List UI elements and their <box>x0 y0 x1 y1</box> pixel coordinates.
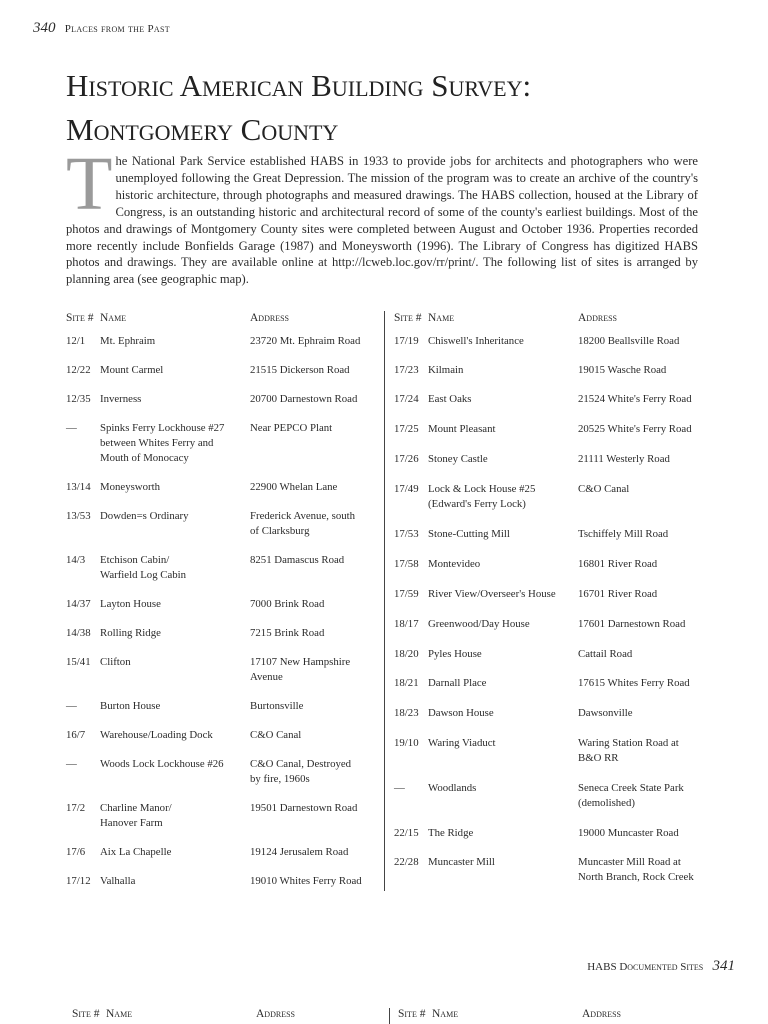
site-number: 16/7 <box>66 729 86 741</box>
table-row <box>66 334 376 349</box>
intro-paragraph <box>66 142 698 288</box>
site-name: Mount Pleasant <box>428 423 496 435</box>
site-address: 18200 Beallsville Road <box>578 335 680 347</box>
site-number: 17/49 <box>394 483 419 495</box>
table-row <box>394 452 714 467</box>
footer-running-head <box>587 958 735 975</box>
site-number: 22/15 <box>394 827 419 839</box>
site-address: Near PEPCO Plant <box>250 422 333 434</box>
site-name: Greenwood/Day House <box>428 618 530 630</box>
site-name: Dawson House <box>428 707 494 719</box>
site-name: Waring Viaduct <box>428 737 496 749</box>
next-page-table-header <box>72 1008 382 1020</box>
running-title: Places from the Past <box>64 23 170 35</box>
site-name: Layton House <box>100 598 161 610</box>
table-row <box>66 480 376 495</box>
table-row <box>66 699 376 714</box>
site-name: Woods Lock Lockhouse #26 <box>100 758 224 770</box>
site-name: Spinks Ferry Lockhouse #27 between Whites Ferry and Mouth of Monocacy <box>100 422 225 464</box>
drop-cap: T <box>66 142 113 226</box>
site-address: 19501 Darnestown Road <box>250 802 358 814</box>
site-address: 8251 Damascus Road <box>250 554 345 566</box>
table-row <box>394 617 714 632</box>
site-number: 14/37 <box>66 598 91 610</box>
table-row <box>66 874 376 889</box>
site-address: 16701 River Road <box>578 588 658 600</box>
page-title-line-2: Montgomery County <box>66 112 339 147</box>
table-row <box>394 557 714 572</box>
table-row <box>66 421 376 466</box>
site-name: River View/Overseer's House <box>428 588 556 600</box>
site-address: Waring Station Road at B&O RR <box>578 737 679 764</box>
site-number: — <box>66 422 77 434</box>
site-name: Stone-Cutting Mill <box>428 528 510 540</box>
header-site: Site # <box>72 1008 100 1020</box>
site-number: 14/38 <box>66 627 91 639</box>
site-name: Valhalla <box>100 875 136 887</box>
site-address: Muncaster Mill Road at North Branch, Rock Creek <box>578 856 694 883</box>
site-name: Mt. Ephraim <box>100 335 156 347</box>
table-row <box>394 826 714 841</box>
site-number: 17/26 <box>394 453 419 465</box>
site-name: Montevideo <box>428 558 481 570</box>
site-address: Seneca Creek State Park (demolished) <box>578 782 684 809</box>
sites-table-right <box>394 312 714 899</box>
header-name: Name <box>100 312 127 324</box>
header-name: Name <box>106 1008 133 1020</box>
table-row <box>66 597 376 612</box>
site-address: 20525 White's Ferry Road <box>578 423 692 435</box>
page-number: 340 <box>33 20 56 36</box>
site-name: Moneysworth <box>100 481 160 493</box>
table-row <box>394 676 714 691</box>
site-number: 15/41 <box>66 656 91 668</box>
site-number: 17/25 <box>394 423 419 435</box>
table-row <box>394 422 714 437</box>
site-name: Dowden=s Ordinary <box>100 510 189 522</box>
table-row <box>66 363 376 378</box>
site-number: 17/23 <box>394 364 419 376</box>
column-divider <box>389 1008 390 1024</box>
column-divider <box>384 311 385 891</box>
site-address: 19010 Whites Ferry Road <box>250 875 362 887</box>
table-row <box>66 801 376 831</box>
table-header <box>66 312 376 334</box>
table-header <box>394 312 714 334</box>
table-row <box>66 845 376 860</box>
site-name: Woodlands <box>428 782 477 794</box>
table-row <box>66 728 376 743</box>
table-row <box>394 482 714 512</box>
site-name: Muncaster Mill <box>428 856 495 868</box>
site-number: 17/6 <box>66 846 86 858</box>
table-row <box>66 757 376 787</box>
table-row <box>66 509 376 539</box>
site-name: Inverness <box>100 393 142 405</box>
site-number: 17/12 <box>66 875 91 887</box>
site-address: 19015 Wasche Road <box>578 364 667 376</box>
site-address: 19124 Jerusalem Road <box>250 846 349 858</box>
site-address: Tschiffely Mill Road <box>578 528 669 540</box>
header-name: Name <box>432 1008 459 1020</box>
site-number: 13/53 <box>66 510 91 522</box>
table-row <box>66 392 376 407</box>
footer-page-number: 341 <box>712 958 735 974</box>
site-address: Dawsonville <box>578 707 633 719</box>
site-number: — <box>66 758 77 770</box>
table-row <box>394 587 714 602</box>
intro-text: he National Park Service established HABS in 1933 to provide jobs for architects and photographers who were unemployed following the Great Depression. The mission of the program was to create an archive of the country's historic architecture, through photographs and measured drawings. The HABS collection, housed at the Library of Congress, is an outstanding historic and architectural record of some of the county's earliest buildings. Most of the photos and drawings of Montgomery County sites were completed between August and October 1936. Properties recorded more recently include Bonfields Garage (1987) and Moneysworth (1996). The Library of Congress has digitized HABS photos and drawings. They are available online at http://lcweb.loc.gov/rr/print/. The following list of sites is arranged by planning area (see geographic map). <box>66 154 698 287</box>
site-name: Aix La Chapelle <box>100 846 172 858</box>
site-name: Chiswell's Inheritance <box>428 335 524 347</box>
site-name: Mount Carmel <box>100 364 164 376</box>
table-row <box>66 626 376 641</box>
site-address: C&O Canal, Destroyed by fire, 1960s <box>250 758 352 785</box>
table-row <box>394 392 714 407</box>
site-address: 17615 Whites Ferry Road <box>578 677 690 689</box>
site-address: 17107 New Hampshire Avenue <box>250 656 351 683</box>
table-row <box>394 781 714 811</box>
site-name: Lock & Lock House #25 (Edward's Ferry Lock) <box>428 483 536 510</box>
site-number: 18/23 <box>394 707 419 719</box>
site-name: Rolling Ridge <box>100 627 161 639</box>
site-number: 18/21 <box>394 677 419 689</box>
table-row <box>394 706 714 721</box>
site-address: 20700 Darnestown Road <box>250 393 358 405</box>
site-name: Warehouse/Loading Dock <box>100 729 213 741</box>
site-address: Frederick Avenue, south of Clarksburg <box>250 510 356 537</box>
site-number: 17/58 <box>394 558 419 570</box>
sites-table-left <box>66 312 376 903</box>
footer-running-title: HABS Documented Sites <box>587 961 704 973</box>
site-number: 12/35 <box>66 393 91 405</box>
header-site: Site # <box>398 1008 426 1020</box>
header-address: Address <box>582 1008 621 1020</box>
site-number: — <box>66 700 77 712</box>
site-name: Burton House <box>100 700 161 712</box>
site-address: 23720 Mt. Ephraim Road <box>250 335 361 347</box>
site-number: 12/1 <box>66 335 86 347</box>
table-row <box>394 647 714 662</box>
header-address: Address <box>256 1008 295 1020</box>
site-number: 17/59 <box>394 588 419 600</box>
site-name: Stoney Castle <box>428 453 488 465</box>
site-address: Burtonsville <box>250 700 304 712</box>
table-row <box>394 334 714 349</box>
site-name: The Ridge <box>428 827 474 839</box>
site-name: Darnall Place <box>428 677 487 689</box>
table-row <box>66 553 376 583</box>
site-number: 17/24 <box>394 393 419 405</box>
site-name: Clifton <box>100 656 131 668</box>
page-title <box>66 64 726 152</box>
site-number: — <box>394 782 405 794</box>
site-number: 18/20 <box>394 648 419 660</box>
table-row <box>394 855 714 885</box>
site-name: Etchison Cabin/ Warfield Log Cabin <box>100 554 187 581</box>
site-number: 13/14 <box>66 481 91 493</box>
site-address: C&O Canal <box>250 729 302 741</box>
page-title-line-1: Historic American Building Survey: <box>66 68 532 103</box>
header-address: Address <box>250 312 289 324</box>
header-site: Site # <box>394 312 422 324</box>
header-address: Address <box>578 312 617 324</box>
site-address: 17601 Darnestown Road <box>578 618 686 630</box>
site-number: 22/28 <box>394 856 419 868</box>
site-number: 17/53 <box>394 528 419 540</box>
site-address: 21111 Westerly Road <box>578 453 670 465</box>
running-head <box>33 20 170 37</box>
table-row <box>394 736 714 766</box>
site-name: Pyles House <box>428 648 482 660</box>
site-address: 21524 White's Ferry Road <box>578 393 692 405</box>
site-number: 18/17 <box>394 618 419 630</box>
site-address: 7215 Brink Road <box>250 627 325 639</box>
site-address: 22900 Whelan Lane <box>250 481 338 493</box>
site-number: 14/3 <box>66 554 86 566</box>
table-row <box>394 527 714 542</box>
site-number: 12/22 <box>66 364 91 376</box>
table-row <box>66 655 376 685</box>
site-address: 16801 River Road <box>578 558 658 570</box>
site-number: 17/19 <box>394 335 419 347</box>
site-address: C&O Canal <box>578 483 630 495</box>
header-name: Name <box>428 312 455 324</box>
table-row <box>394 363 714 378</box>
site-address: 7000 Brink Road <box>250 598 325 610</box>
site-address: 21515 Dickerson Road <box>250 364 350 376</box>
site-name: East Oaks <box>428 393 472 405</box>
site-name: Charline Manor/ Hanover Farm <box>100 802 172 829</box>
header-site: Site # <box>66 312 94 324</box>
site-address: Cattail Road <box>578 648 633 660</box>
site-number: 17/2 <box>66 802 86 814</box>
site-address: 19000 Muncaster Road <box>578 827 679 839</box>
site-number: 19/10 <box>394 737 419 749</box>
site-name: Kilmain <box>428 364 464 376</box>
next-page-table-header <box>398 1008 718 1020</box>
